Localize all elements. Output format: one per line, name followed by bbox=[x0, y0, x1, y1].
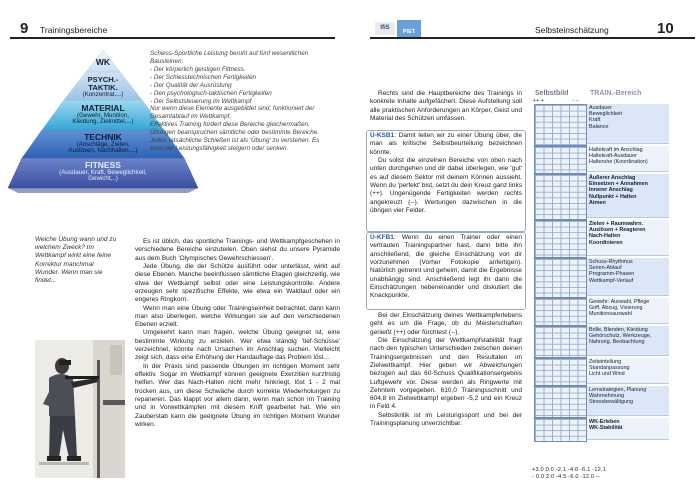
stability-scale-row2: - 0.0 2.0 -4.5 -6.0 -12.0 -- bbox=[532, 474, 601, 480]
intro-text: Rechts sind die Hauptbereiche des Trainings in konkrete Inhalte aufgefächert. Diese Aufstellung soll alle praktischen Anforderungen an Körper, Geist und Material des Schützen umfassen. bbox=[370, 90, 522, 122]
ksb-desc: : Damit leiten wir zu einer Übung über, die man als kritische Selbstbeurteilung bezeichnen könnte. bbox=[370, 132, 522, 156]
pyramid-label-material: MATERIAL (Gewehr, Munition, Kleidung, Zielmittel,...) bbox=[72, 103, 134, 126]
category-row: Lernstrategien, Planung Wahrnehmung Stressbewältigung bbox=[587, 386, 669, 416]
page-number: 10 bbox=[657, 20, 674, 37]
checkbox-grid-row[interactable] bbox=[534, 418, 587, 442]
left-body-text bbox=[135, 238, 340, 429]
col-trainer-head: TRAIN.-Bereich bbox=[590, 90, 642, 97]
category-row: Äußerer Anschlag Einsetzen + Annahmen Innerer Anschlag Nullpunkt + Halten Atmen bbox=[587, 174, 669, 218]
ksb-para: Du sollst die einzelnen Bereiche von oben nach unten durchgehen und dir dabei überlegen, wie 'gut' es auf diesem Sektor mit deinem Können aussieht. Wenn du 'perfekt' bist, setzt du dein Kreuz ganz links (++). Ungenügende Fertigkeiten werden rechts angekreuzt (--). Wertungen dazwischen in die übrigen vier Felder. bbox=[370, 156, 522, 214]
erlebens-para: Bei der Einschätzung deines Wettkampferlebens geht es um die Frage, ob du Meisterschaften genießt (++) oder fürchtest (--). bbox=[370, 312, 522, 336]
left-paragraph: Wenn man eine Übung oder Trainingseinheit betrachtet, dann kann man also überlegen, welche Wirkungen sie auf den verschiedenen Ebenen erzielt. bbox=[135, 304, 340, 329]
category-row: Brille, Blenden, Kleidung Gehörschutz, Werkzeuge, Nahrung, Beobachtung bbox=[587, 326, 669, 356]
category-row: WK-Erleben WK-Stabilität bbox=[587, 418, 669, 440]
stabil-para: Die Einschätzung der Wettkampfstabilität fragt nach den typischen Unterschieden zwischen deinen Trainingsergebnissen und den Resultaten im Zielwettkampf. Hier geben wir Abweichungen bezogen auf das 60-Schuss Qualifikationsergebnis Luftgewehr vor. Diese werden als Ringwerte mit Zehnteln vorgegeben. 610,0 Trainingsschnitt und 604,8 im Zielwettkampf ergeben -5,2 und ein Kreuz in Feld 4. bbox=[370, 336, 522, 411]
left-paragraph: Jede Übung, die der Schütze ausführt oder unterlässt, wirkt auf diese Ebenen. Manche beeinflussen sämtliche Etagen gleichzeitig, wie etwa der Wettkampf selbst oder eine Leistungskontrolle. Andere erzeugen sehr spezifische Effekte, wie etwa ein Waldlauf oder ein engeres Ringkorn. bbox=[135, 262, 340, 304]
intro-paragraph bbox=[370, 90, 522, 123]
checkbox-grid-row[interactable] bbox=[534, 146, 587, 174]
pyramid-label-fitness: FITNESS (Ausdauer, Kraft, Beweglichkeit, Gewicht,..) bbox=[59, 160, 147, 183]
shooter-photo bbox=[35, 340, 125, 478]
pyramid-label-wk: WK bbox=[95, 57, 111, 67]
ifis-logo: IfiS PIET bbox=[375, 20, 423, 37]
checkbox-grid-row[interactable] bbox=[534, 326, 587, 358]
side-question: Welche Übung wann und zu welchem Zweck? Im Wettkampf wirkt eine feine Korrektur manchmal Wunder. Wenn man sie findet... bbox=[35, 236, 117, 284]
kfb-tag: Ü-KFB1 bbox=[370, 234, 394, 241]
pyramid-caption: Schiess-Sportliche Leistung beruht auf fünf wesentlichen Bausteinen: - Der körperlich geistigen Fittness. - Der Schiesstechnischen Fertigkeiten - Der Qualität der Ausrüstung - Den psychologisch-taktischen Fertigkeiten - Der Selbststeuerung im Wettkampf Nur wenn diese Elemente ausgebildet sind, funktioniert der Gesamtablauf im Wettkampf. Effektives Training fordert diese Bereiche gleichermaßen. Übungen beanspruchen sämtliche oder bestimmte Bereiche. Jedes tatsächliche Schießen ist als 'Übung' zu verstehen. Es kann die Leistungsfähigkeit steigern oder senken. bbox=[150, 50, 320, 153]
left-paragraph: Es ist üblich, das sportliche Trainings- und Wettkampfgeschehen in verschiedene Bereiche einzuteilen. Oben siehst du unsere Pyramide aus dem Buch 'Olympisches Gewehrschiessen'. bbox=[135, 238, 340, 262]
scale-minus: - -- bbox=[572, 98, 580, 104]
checkbox-grid-row[interactable] bbox=[534, 298, 587, 326]
scale-plus: ++ + bbox=[533, 98, 544, 104]
category-row: Zeiteinteilung Standanpassung Licht und Wind bbox=[587, 358, 669, 384]
category-row: Zielen + Raumwahrn. Auslösen + Reagieren Nach-Halten Koordinieren bbox=[587, 220, 669, 256]
category-row: Schuss-Rhythmus Serien-Ablauf Programm-Phasen Wettkampf-Verlauf bbox=[587, 258, 669, 296]
category-row: Ausdauer Beweglichkeit Kraft Balance bbox=[587, 104, 669, 144]
pyramid-label-psych: PSYCH.- TAKTIK. (Konzentrat....) bbox=[82, 75, 124, 98]
right-page bbox=[350, 0, 700, 496]
col-self-head: Selbstbild bbox=[535, 90, 569, 97]
checkbox-grid-row[interactable] bbox=[534, 174, 587, 220]
right-body-text bbox=[370, 312, 522, 428]
left-paragraph: In der Praxis sind passende Übungen im richtigen Moment sehr effektiv. Sogar im Wettkampf können geeignete Exerzitien kurzfristig helfen. Wer das Nach-Halten nicht mehr hinkriegt, löst 1 - 2 mal trocken aus, um diese Schwäche durch korrekte Wiederholungen zu reparieren. Das klappt vor allem dann, wenn man schon im Training und in Vorwettkämpfen mit diesem Kniff gearbeitet hat. Wie ein Zauberstab kann die geeignete Übung im richtigen Moment Wunder wirken. bbox=[135, 362, 340, 428]
stability-scale-row1: +3.0 0.0 -2.1 -4.6 -6.1 -12.1 bbox=[532, 467, 607, 473]
checkbox-grid-row[interactable] bbox=[534, 258, 587, 298]
checkbox-grid-row[interactable] bbox=[534, 104, 587, 146]
kfb-desc: : Wenn du einen Trainer oder einen vertrauten Trainingspartner hast, dann bitte ihn anschließend, die gleiche Einschätzung von dir vorzunehmen (Vorher Fotokopie anfertigen). Natürlich getrennt und geheim, damit die Ergebnisse unabhängig sind. Anschließend legt ihr dann die Einschätzungen nebeneinander und diskutiert die Knackpunkte. bbox=[370, 234, 522, 300]
pyramid-label-technik: TECHNIK (Anschläge, Zielen, Auslösen, Nachhalten,...) bbox=[68, 132, 138, 155]
header-title: Trainingsbereiche bbox=[40, 25, 108, 35]
ksb-text bbox=[370, 132, 522, 215]
kfb-text bbox=[370, 234, 522, 301]
checkbox-grid-row[interactable] bbox=[534, 220, 587, 258]
pyramid-base-shade bbox=[8, 188, 198, 193]
left-paragraph: Umgekehrt kann man fragen, welche Übung geeignet ist, eine bestimmte Wirkung zu erzielen. Wer etwa ständig 'tief-Schüsse' verzeichnet, könnte nach Ursachen im Anschlag suchen. Vielleicht zeigt sich, dass eine Erhöhung der Handauflage das Problem löst... bbox=[135, 329, 340, 362]
ksb-tag: Ü-KSB1 bbox=[370, 132, 395, 139]
last-para: Selbstkritik ist im Leistungssport und bei der Trainingsplanung unverzichtbar. bbox=[370, 411, 522, 428]
category-row: Haltekraft im Anschlag Haltekraft-Ausdauer Halteruhe (Koordination) bbox=[587, 146, 669, 172]
checkbox-grid-row[interactable] bbox=[534, 386, 587, 418]
header-title: Selbsteinschätzung bbox=[535, 25, 609, 35]
page-number: 9 bbox=[20, 20, 29, 37]
checkbox-grid-row[interactable] bbox=[534, 358, 587, 386]
category-row: Gewehr: Auswahl, Pflege Griff, Abzug, Visierung Munitionsauswahl bbox=[587, 298, 669, 324]
